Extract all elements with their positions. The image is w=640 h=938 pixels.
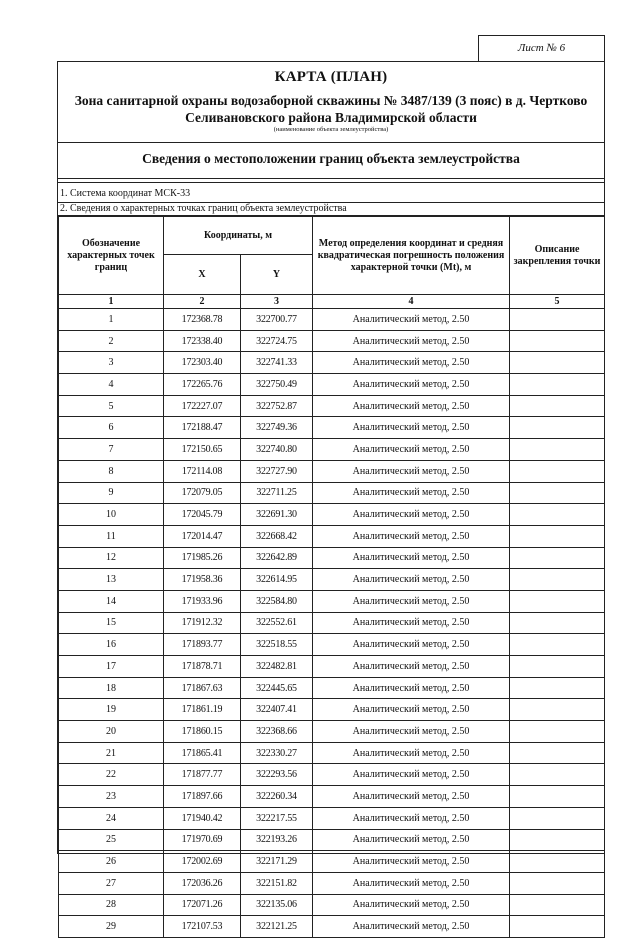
point-number: 6 [59,417,164,439]
y-coordinate: 322584.80 [241,590,313,612]
y-coordinate: 322193.26 [241,829,313,851]
object-name-caption: (наименование объекта землеустройства) [273,126,389,133]
description-cell [510,569,605,591]
y-coordinate: 322518.55 [241,634,313,656]
method-cell: Аналитический метод, 2.50 [313,330,510,352]
x-coordinate: 172071.26 [164,894,241,916]
point-number: 2 [59,330,164,352]
y-coordinate: 322135.06 [241,894,313,916]
y-coordinate: 322368.66 [241,721,313,743]
method-cell: Аналитический метод, 2.50 [313,916,510,938]
description-cell [510,395,605,417]
description-cell [510,872,605,894]
description-cell [510,807,605,829]
method-cell: Аналитический метод, 2.50 [313,894,510,916]
method-cell: Аналитический метод, 2.50 [313,764,510,786]
col-number: 4 [313,295,510,309]
col-number: 2 [164,295,241,309]
table-row [59,309,605,331]
header-x: X [164,255,241,295]
x-coordinate: 172036.26 [164,872,241,894]
point-number: 22 [59,764,164,786]
x-coordinate: 171897.66 [164,786,241,808]
table-row [59,916,605,938]
description-cell [510,525,605,547]
point-number: 27 [59,872,164,894]
x-coordinate: 171970.69 [164,829,241,851]
y-coordinate: 322330.27 [241,742,313,764]
method-cell: Аналитический метод, 2.50 [313,721,510,743]
point-number: 28 [59,894,164,916]
y-coordinate: 322121.25 [241,916,313,938]
x-coordinate: 171878.71 [164,656,241,678]
coordinate-system: 1. Система координат МСК-33 [58,183,604,203]
description-cell [510,656,605,678]
table-row [59,460,605,482]
point-number: 9 [59,482,164,504]
method-cell: Аналитический метод, 2.50 [313,807,510,829]
x-coordinate: 172265.76 [164,374,241,396]
method-cell: Аналитический метод, 2.50 [313,525,510,547]
point-number: 24 [59,807,164,829]
point-number: 29 [59,916,164,938]
description-cell [510,374,605,396]
method-cell: Аналитический метод, 2.50 [313,612,510,634]
x-coordinate: 171985.26 [164,547,241,569]
table-row [59,872,605,894]
description-cell [510,547,605,569]
header-coordinates: Координаты, м [164,217,313,255]
method-cell: Аналитический метод, 2.50 [313,482,510,504]
table-row [59,634,605,656]
x-coordinate: 172188.47 [164,417,241,439]
y-coordinate: 322750.49 [241,374,313,396]
x-coordinate: 172303.40 [164,352,241,374]
description-cell [510,417,605,439]
table-row [59,547,605,569]
method-cell: Аналитический метод, 2.50 [313,417,510,439]
description-cell [510,482,605,504]
x-coordinate: 172368.78 [164,309,241,331]
table-row [59,699,605,721]
object-name: Зона санитарной охраны водозаборной скважины № 3487/139 (3 пояс) в д. Чертково Селивановского района Владимирской области [74,93,588,125]
y-coordinate: 322260.34 [241,786,313,808]
point-number: 15 [59,612,164,634]
point-number: 19 [59,699,164,721]
x-coordinate: 171912.32 [164,612,241,634]
table-row [59,612,605,634]
table-row [59,677,605,699]
table-row [59,721,605,743]
method-cell: Аналитический метод, 2.50 [313,590,510,612]
y-coordinate: 322740.80 [241,439,313,461]
method-cell: Аналитический метод, 2.50 [313,569,510,591]
document-frame [57,61,605,933]
point-number: 14 [59,590,164,612]
method-cell: Аналитический метод, 2.50 [313,677,510,699]
y-coordinate: 322741.33 [241,352,313,374]
y-coordinate: 322711.25 [241,482,313,504]
method-cell: Аналитический метод, 2.50 [313,699,510,721]
description-cell [510,634,605,656]
method-cell: Аналитический метод, 2.50 [313,634,510,656]
table-row [59,742,605,764]
description-cell [510,786,605,808]
point-number: 13 [59,569,164,591]
point-number: 21 [59,742,164,764]
description-cell [510,851,605,873]
title-block [58,62,604,143]
sheet-number: Лист № 6 [478,35,605,61]
y-coordinate: 322691.30 [241,504,313,526]
x-coordinate: 172150.65 [164,439,241,461]
table-row [59,851,605,873]
table-row [59,525,605,547]
table-row [59,764,605,786]
section-title-text: Сведения о местоположении границ объекта землеустройства [142,151,520,166]
table-row [59,374,605,396]
x-coordinate: 171877.77 [164,764,241,786]
description-cell [510,330,605,352]
description-cell [510,504,605,526]
document-title: КАРТА (ПЛАН) [274,69,388,85]
table-row [59,352,605,374]
col-number: 3 [241,295,313,309]
y-coordinate: 322668.42 [241,525,313,547]
y-coordinate: 322171.29 [241,851,313,873]
y-coordinate: 322407.41 [241,699,313,721]
description-cell [510,829,605,851]
table-row [59,417,605,439]
point-number: 11 [59,525,164,547]
table-row [59,807,605,829]
method-cell: Аналитический метод, 2.50 [313,439,510,461]
table-row [59,504,605,526]
method-cell: Аналитический метод, 2.50 [313,547,510,569]
table-row [59,829,605,851]
x-coordinate: 172045.79 [164,504,241,526]
x-coordinate: 171867.63 [164,677,241,699]
table-row [59,482,605,504]
method-cell: Аналитический метод, 2.50 [313,872,510,894]
point-number: 12 [59,547,164,569]
x-coordinate: 172227.07 [164,395,241,417]
y-coordinate: 322445.65 [241,677,313,699]
description-cell [510,439,605,461]
header-description: Описание закрепления точки [510,217,605,295]
description-cell [510,721,605,743]
method-cell: Аналитический метод, 2.50 [313,656,510,678]
point-number: 18 [59,677,164,699]
description-cell [510,764,605,786]
point-number: 5 [59,395,164,417]
x-coordinate: 171933.96 [164,590,241,612]
col-number: 5 [510,295,605,309]
x-coordinate: 171861.19 [164,699,241,721]
description-cell [510,352,605,374]
section-title [58,142,604,183]
y-coordinate: 322749.36 [241,417,313,439]
point-number: 4 [59,374,164,396]
description-cell [510,699,605,721]
x-coordinate: 171860.15 [164,721,241,743]
point-number: 3 [59,352,164,374]
method-cell: Аналитический метод, 2.50 [313,460,510,482]
y-coordinate: 322151.82 [241,872,313,894]
points-info-heading: 2. Сведения о характерных точках границ объекта землеустройства [58,203,604,216]
point-number: 25 [59,829,164,851]
y-coordinate: 322642.89 [241,547,313,569]
x-coordinate: 172079.05 [164,482,241,504]
table-row [59,395,605,417]
table-row [59,656,605,678]
method-cell: Аналитический метод, 2.50 [313,829,510,851]
description-cell [510,677,605,699]
point-number: 17 [59,656,164,678]
x-coordinate: 171865.41 [164,742,241,764]
table-row [59,590,605,612]
points-table-body [59,309,605,938]
method-cell: Аналитический метод, 2.50 [313,395,510,417]
point-number: 10 [59,504,164,526]
description-cell [510,742,605,764]
y-coordinate: 322752.87 [241,395,313,417]
x-coordinate: 171958.36 [164,569,241,591]
point-number: 26 [59,851,164,873]
point-number: 7 [59,439,164,461]
point-number: 20 [59,721,164,743]
header-y: Y [241,255,313,295]
table-row [59,439,605,461]
method-cell: Аналитический метод, 2.50 [313,851,510,873]
points-table [58,216,605,938]
x-coordinate: 171940.42 [164,807,241,829]
point-number: 23 [59,786,164,808]
x-coordinate: 172114.08 [164,460,241,482]
description-cell [510,916,605,938]
x-coordinate: 172107.53 [164,916,241,938]
y-coordinate: 322293.56 [241,764,313,786]
method-cell: Аналитический метод, 2.50 [313,352,510,374]
method-cell: Аналитический метод, 2.50 [313,309,510,331]
y-coordinate: 322700.77 [241,309,313,331]
x-coordinate: 171893.77 [164,634,241,656]
method-cell: Аналитический метод, 2.50 [313,786,510,808]
description-cell [510,612,605,634]
y-coordinate: 322724.75 [241,330,313,352]
method-cell: Аналитический метод, 2.50 [313,374,510,396]
table-row [59,569,605,591]
point-number: 1 [59,309,164,331]
description-cell [510,590,605,612]
x-coordinate: 172002.69 [164,851,241,873]
table-row [59,786,605,808]
header-method: Метод определения координат и средняя квадратическая погрешность положения характерной точки (Mt), м [313,217,510,295]
col-number: 1 [59,295,164,309]
y-coordinate: 322727.90 [241,460,313,482]
point-number: 16 [59,634,164,656]
point-number: 8 [59,460,164,482]
method-cell: Аналитический метод, 2.50 [313,742,510,764]
header-designation: Обозначение характерных точек границ [59,217,164,295]
y-coordinate: 322482.81 [241,656,313,678]
x-coordinate: 172338.40 [164,330,241,352]
description-cell [510,309,605,331]
table-row [59,330,605,352]
description-cell [510,460,605,482]
x-coordinate: 172014.47 [164,525,241,547]
method-cell: Аналитический метод, 2.50 [313,504,510,526]
y-coordinate: 322217.55 [241,807,313,829]
y-coordinate: 322614.95 [241,569,313,591]
y-coordinate: 322552.61 [241,612,313,634]
